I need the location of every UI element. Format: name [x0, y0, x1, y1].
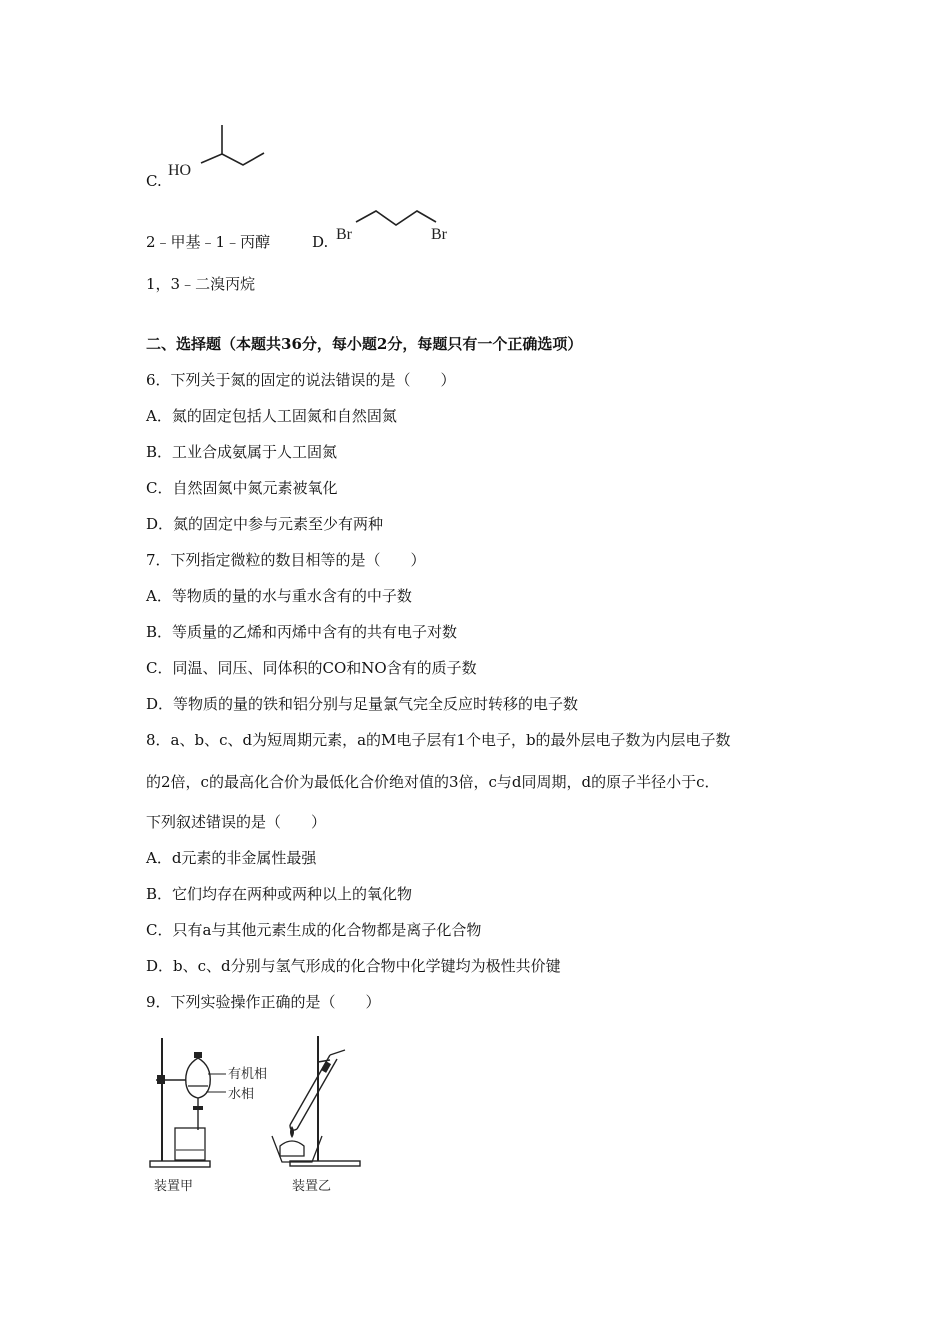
option-d-structure: [334, 205, 464, 250]
q8-stem-line-3: 下列叙述错误的是（ ）: [146, 813, 327, 831]
q8-option-d: D．b、c、d分别与氢气形成的化合物中化学键均为极性共价键: [146, 957, 561, 975]
q7-stem: 7．下列指定微粒的数目相等的是（ ）: [146, 551, 426, 569]
clamp-knob-jia: [157, 1075, 165, 1084]
apparatus-yi: [272, 1036, 360, 1194]
option-c-structure: [166, 118, 276, 188]
option-d-name: 1，3﹣二溴丙烷: [146, 275, 256, 293]
option-d-br-right: Br: [431, 226, 447, 243]
option-c-ho-label: HO: [168, 162, 192, 179]
beaker-jia: [175, 1128, 205, 1160]
q8-option-a: A．d元素的非金属性最强: [146, 849, 317, 867]
q7-option-c: C．同温、同压、同体积的CO和NO含有的质子数: [146, 659, 477, 677]
q7-option-b: B．等质量的乙烯和丙烯中含有的共有电子对数: [146, 623, 458, 641]
q9-figure: [140, 1030, 380, 1200]
q9-stem: 9．下列实验操作正确的是（ ）: [146, 993, 381, 1011]
funnel-stopper: [194, 1052, 202, 1058]
q6-option-b: B．工业合成氨属于人工固氮: [146, 443, 338, 461]
q8-option-b: B．它们均存在两种或两种以上的氧化物: [146, 885, 413, 903]
q6-option-d: D．氮的固定中参与元素至少有两种: [146, 515, 384, 533]
section-title: 二、选择题（本题共36分，每小题2分，每题只有一个正确选项）: [146, 335, 583, 353]
stand-clamp-yi: [318, 1060, 330, 1062]
option-d-br-left: Br: [336, 226, 352, 243]
q6-option-c: C．自然固氮中氮元素被氧化: [146, 479, 338, 497]
q8-option-c: C．只有a与其他元素生成的化合物都是离子化合物: [146, 921, 482, 939]
q8-stem-line-2: 的2倍，c的最高化合价为最低化合价绝对值的3倍，c与d同周期，d的原子半径小于c．: [146, 773, 720, 791]
stand-base-jia: [150, 1161, 210, 1167]
q6-option-a: A．氮的固定包括人工固氮和自然固氮: [146, 407, 397, 425]
organic-layer-label: 有机相: [228, 1067, 268, 1082]
q7-option-a: A．等物质的量的水与重水含有的中子数: [146, 587, 412, 605]
alcohol-lamp: [280, 1141, 304, 1156]
q7-option-d: D．等物质的量的铁和铝分别与足量氯气完全反应时转移的电子数: [146, 695, 579, 713]
funnel-stopcock: [193, 1106, 203, 1110]
option-d-label: D.: [312, 233, 329, 251]
option-c-skeleton: [201, 125, 264, 165]
q6-stem: 6．下列关于氮的固定的说法错误的是（ ）: [146, 371, 456, 389]
water-layer-label: 水相: [228, 1087, 255, 1102]
option-d-skeleton: [356, 211, 436, 225]
test-tube-mouth: [330, 1050, 345, 1055]
apparatus-yi-label: 装置乙: [292, 1179, 332, 1194]
q8-stem-line-1: 8．a、b、c、d为短周期元素，a的M电子层有1个电子，b的最外层电子数为内层电子数: [146, 731, 731, 749]
option-c-label: C.: [146, 172, 162, 190]
apparatus-jia-label: 装置甲: [154, 1179, 194, 1194]
apparatus-jia: [150, 1038, 267, 1194]
option-c-name: 2﹣甲基﹣1﹣丙醇: [146, 233, 271, 251]
